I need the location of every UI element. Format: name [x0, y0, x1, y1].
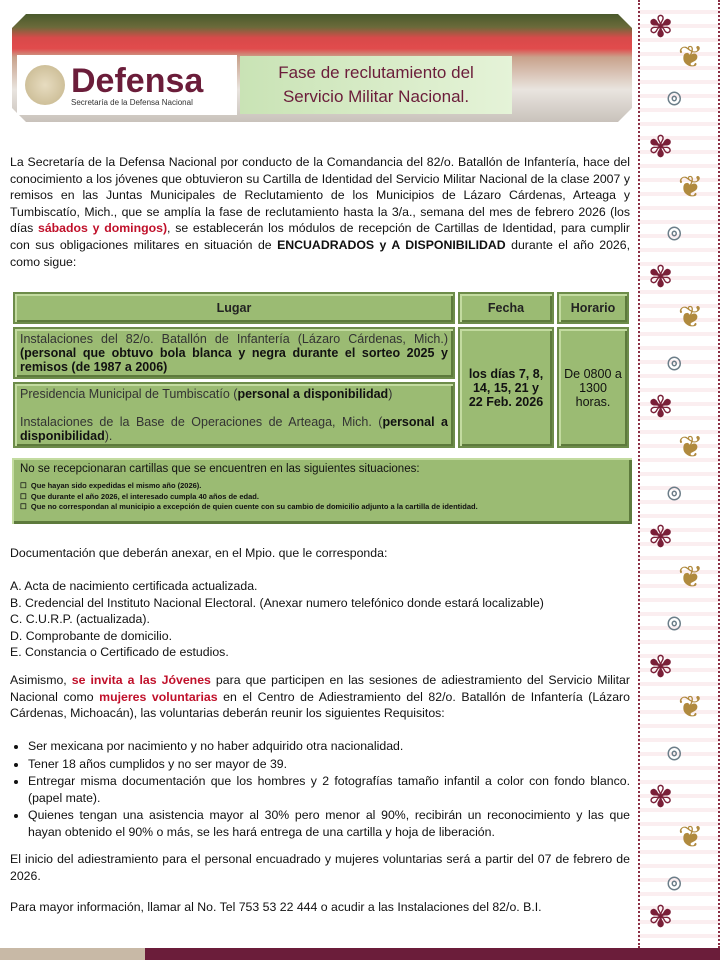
flower-icon: ❦ [678, 820, 704, 855]
flower-icon: ❦ [678, 690, 704, 725]
flower-icon: ✾ [648, 780, 674, 815]
women-highlight: se invita a las Jóvenes [71, 673, 211, 687]
reception-schedule-table [10, 289, 632, 451]
lugar-text: Presidencia Municipal de Tumbiscatío ( [20, 387, 238, 401]
women-text: Asimismo, [10, 673, 72, 687]
flower-icon: ✾ [648, 10, 674, 45]
flower-icon: ✾ [648, 520, 674, 555]
docs-item: D. Comprobante de domicilio. [10, 628, 172, 643]
flower-icon: ❦ [678, 560, 704, 595]
lugar-bold: (personal que obtuvo bola blanca y negra durante el sorteo 2025 y remisos (de 1987 a 2006) [20, 346, 448, 374]
column-header-lugar: Lugar [13, 292, 455, 324]
notice-item-text: Que durante el año 2026, el interesado cumpla 40 años de edad. [30, 491, 259, 501]
lugar-bold: personal a disponibilidad [20, 415, 448, 443]
flower-icon: ✾ [648, 130, 674, 165]
defensa-logo [17, 55, 237, 115]
women-highlight: mujeres voluntarias [99, 689, 218, 704]
brand-subtitle: Secretaría de la Defensa Nacional [71, 97, 193, 107]
lugar-text: Instalaciones del 82/o. Batallón de Infantería (Lázaro Cárdenas, Mich.) [20, 332, 448, 346]
flower-icon: ✾ [648, 390, 674, 425]
notice-item: ☐ Que durante el año 2026, el interesado cumpla 40 años de edad. [20, 491, 259, 501]
docs-heading: Documentación que deberán anexar, en el Mpio. que le corresponda: [10, 546, 388, 560]
notice-box [12, 458, 632, 524]
docs-item: C. C.U.R.P. (actualizada). [10, 612, 150, 627]
lugar-bold: personal a disponibilidad [237, 387, 389, 401]
women-text: para que participen en las sesiones de adiestramiento del Servicio Militar Nacional como [10, 673, 630, 704]
flower-icon: ❦ [678, 40, 704, 75]
intro-text: La Secretaría de la Defensa Nacional por conducto de la Comandancia del 82/o. Batallón de Infantería, hace del conocimiento a los jóvenes que obtuvieron su Cartilla de Identidad del Servicio Militar Nacional de la clase 2007 y remisos en las Juntas Municipales de Reclutamiento de los Municipios de Lázaro Cárdenas, Arteaga y Tumbiscatío, Mich., que se amplía la fase de reclutamiento hasta la 3/a., semana del mes de febrero 2026 (los días [10, 155, 630, 236]
table-row-lugar [13, 327, 455, 379]
requirement-item: • Ser mexicana por nacimiento y no haber adquirido otra nacionalidad. [28, 738, 630, 755]
flower-icon: ✾ [648, 260, 674, 295]
page-title [240, 56, 512, 114]
notice-item-text: Que no correspondan al municipio a excepción de quien cuente con su cambio de domicilio adjunto a la cartilla de identidad. [30, 502, 478, 511]
women-paragraph [10, 672, 630, 722]
scroll-icon: ၜ [666, 863, 683, 898]
requirement-item: • Quienes tengan una asistencia mayor al 30% pero menor al 90%, recibirán un reconocimiento y las que hayan obtenido el 90% o más, se les hará entrega de una cartilla y hoja de liberación. [28, 807, 630, 840]
requirement-item: • Tener 18 años cumplidos y no ser mayor de 39. [28, 756, 630, 773]
scroll-icon: ၜ [666, 473, 683, 508]
table-row-lugar [13, 382, 455, 448]
flower-icon: ✾ [648, 900, 674, 935]
notice-item: ☐ Que hayan sido expedidas el mismo año (2026). [20, 481, 202, 490]
lugar-text: ). [104, 429, 113, 443]
lugar-text: Instalaciones de la Base de Operaciones de Arteaga, Mich. ( [20, 415, 383, 429]
scroll-icon: ၜ [666, 603, 683, 638]
docs-item: A. Acta de nacimiento certificada actualizada. [10, 579, 258, 593]
national-seal-icon [25, 65, 65, 105]
column-header-horario: Horario [557, 292, 629, 324]
footer-bar [0, 948, 720, 960]
notice-item-text: Que hayan sido expedidas el mismo año (2026). [30, 481, 202, 490]
contact-text: Para mayor información, llamar al No. Tel 753 53 22 444 o acudir a las Instalaciones del 82/o. B.I. [10, 900, 542, 914]
scroll-icon: ၜ [666, 343, 683, 378]
start-date-text: El inicio del adiestramiento para el personal encuadrado y mujeres voluntarias será a partir del 07 de febrero de 2026. [10, 852, 630, 883]
docs-item: B. Credencial del Instituto Nacional Electoral. (Anexar numero telefónico donde estará localizable) [10, 595, 544, 610]
docs-item: E. Constancia o Certificado de estudios. [10, 645, 229, 660]
flower-icon: ❦ [678, 170, 704, 205]
fecha-cell: los días 7, 8, 14, 15, 21 y 22 Feb. 2026 [458, 327, 554, 448]
flower-icon: ❦ [678, 430, 704, 465]
intro-text: , se establecerán los módulos de recepción de Cartillas de Identidad, para cumplir con sus obligaciones militares en situación de [10, 221, 630, 252]
women-text: en el Centro de Adiestramiento del 82/o. Batallón de Infantería (Lázaro Cárdenas, Michoacán), las voluntarias deberán reunir los siguientes Requisitos: [10, 689, 630, 721]
intro-paragraph [10, 154, 630, 270]
horario-cell: De 0800 a 1300 horas. [557, 327, 629, 448]
brand-name: Defensa [71, 61, 204, 100]
title-line-2: Servicio Militar Nacional. [282, 87, 470, 106]
notice-item: ☐ Que no correspondan al municipio a excepción de quien cuente con su cambio de domicilio adjunto a la cartilla de identidad. [20, 502, 478, 511]
decorative-floral-border [638, 0, 720, 948]
title-line-1: Fase de reclutamiento del [278, 63, 474, 82]
flower-icon: ❦ [678, 300, 704, 335]
requirement-item: • Entregar misma documentación que los hombres y 2 fotografías tamaño infantil a color con fondo blanco. (papel mate). [28, 773, 630, 806]
notice-heading: No se recepcionaran cartillas que se encuentren en las siguientes situaciones: [20, 463, 420, 475]
scroll-icon: ၜ [666, 733, 683, 768]
flower-icon: ✾ [648, 650, 674, 685]
intro-text: durante el año 2026, como sigue: [10, 237, 631, 269]
column-header-fecha: Fecha [458, 292, 554, 324]
intro-highlight: sábados y domingos) [37, 221, 168, 236]
scroll-icon: ၜ [666, 213, 683, 248]
lugar-text: ) [388, 387, 393, 401]
scroll-icon: ၜ [666, 78, 683, 113]
intro-bold: ENCUADRADOS y A DISPONIBILIDAD [277, 237, 506, 252]
docs-list [10, 578, 630, 661]
requirements-list [10, 738, 630, 842]
